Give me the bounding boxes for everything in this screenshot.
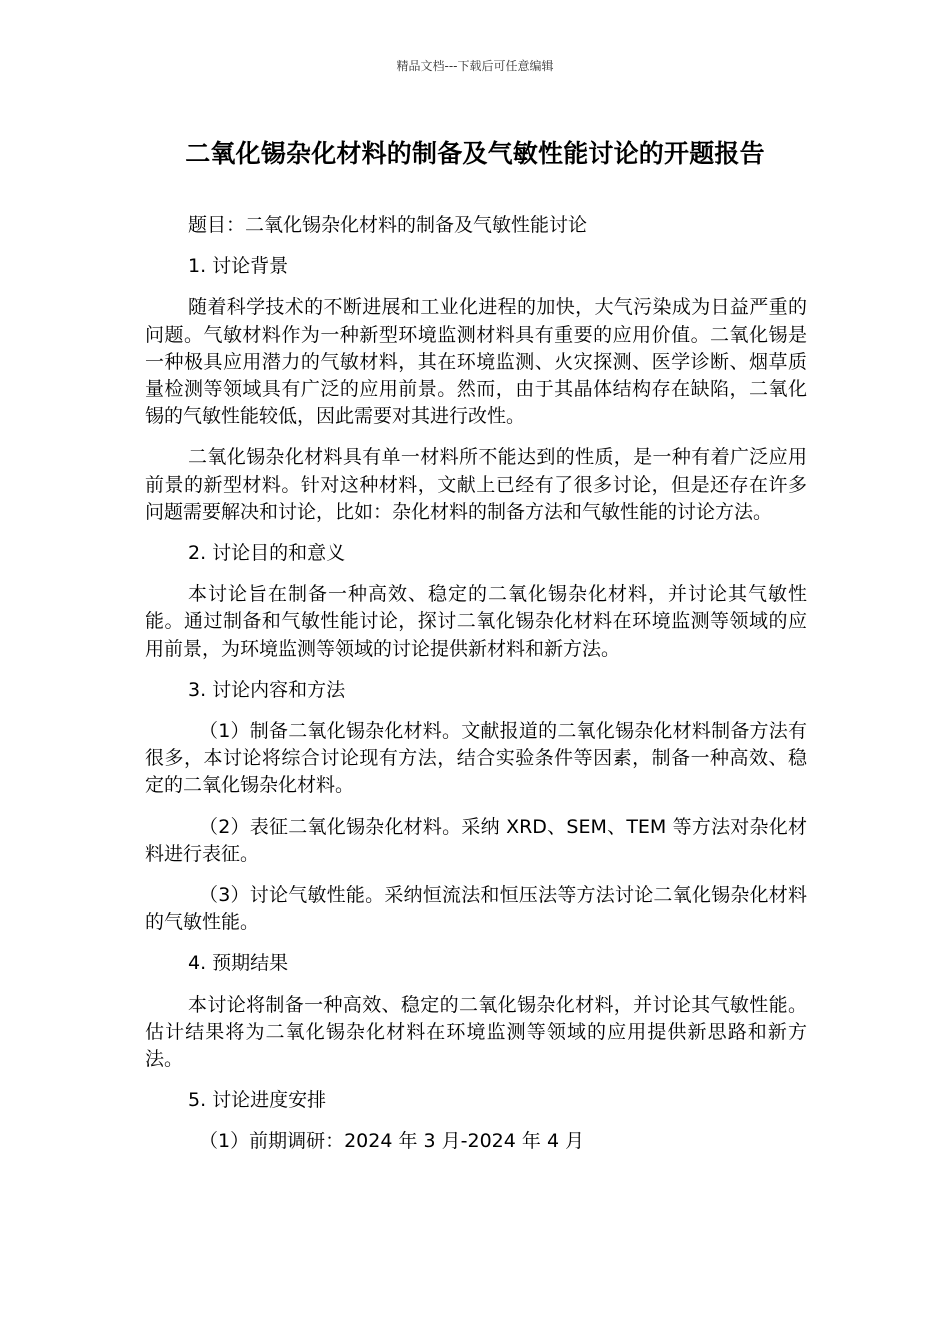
document-body <box>145 212 807 1170</box>
methods-item-3: （3）讨论气敏性能。采纳恒流法和恒压法等方法讨论二氧化锡杂化材料的气敏性能。 <box>145 884 807 934</box>
topic-line: 题目：二氧化锡杂化材料的制备及气敏性能讨论 <box>188 214 588 236</box>
header-note: 精品文档---下载后可任意编辑 <box>396 59 554 73</box>
section-heading-expected: 4. 预期结果 <box>188 952 289 975</box>
section-heading-methods: 3. 讨论内容和方法 <box>188 678 346 701</box>
methods-item-1: （1）制备二氧化锡杂化材料。文献报道的二氧化锡杂化材料制备方法有很多，本讨论将综合讨论现有方法，结合实验条件等因素，制备一种高效、稳定的二氧化锡杂化材料。 <box>145 720 807 797</box>
section-heading-schedule: 5. 讨论进度安排 <box>188 1089 327 1112</box>
section-heading-purpose: 2. 讨论目的和意义 <box>188 542 346 565</box>
section-heading-background: 1. 讨论背景 <box>188 255 289 278</box>
purpose-paragraph: 本讨论旨在制备一种高效、稳定的二氧化锡杂化材料，并讨论其气敏性能。通过制备和气敏性能讨论，探讨二氧化锡杂化材料在环境监测等领域的应用前景，为环境监测等领域的讨论提供新材料和新方法。 <box>145 583 807 660</box>
schedule-item-1: （1）前期调研：2024 年 3 月-2024 年 4 月 <box>199 1130 585 1153</box>
background-paragraph-2: 二氧化锡杂化材料具有单一材料所不能达到的性质，是一种有着广泛应用前景的新型材料。针对这种材料，文献上已经有了很多讨论，但是还存在许多问题需要解决和讨论，比如：杂化材料的制备方法和气敏性能的讨论方法。 <box>145 446 807 523</box>
methods-item-2: （2）表征二氧化锡杂化材料。采纳 XRD、SEM、TEM 等方法对杂化材料进行表征。 <box>145 815 807 865</box>
expected-paragraph: 本讨论将制备一种高效、稳定的二氧化锡杂化材料，并讨论其气敏性能。估计结果将为二氧化锡杂化材料在环境监测等领域的应用提供新思路和新方法。 <box>145 993 807 1071</box>
document-title: 二氧化锡杂化材料的制备及气敏性能讨论的开题报告 <box>185 139 765 168</box>
background-paragraph-1: 随着科学技术的不断进展和工业化进程的加快，大气污染成为日益严重的问题。气敏材料作为一种新型环境监测材料具有重要的应用价值。二氧化锡是一种极具应用潜力的气敏材料，其在环境监测、火灾探测、医学诊断、烟草质量检测等领域具有广泛的应用前景。然而，由于其晶体结构存在缺陷，二氧化锡的气敏性能较低，因此需要对其进行改性。 <box>145 296 807 428</box>
